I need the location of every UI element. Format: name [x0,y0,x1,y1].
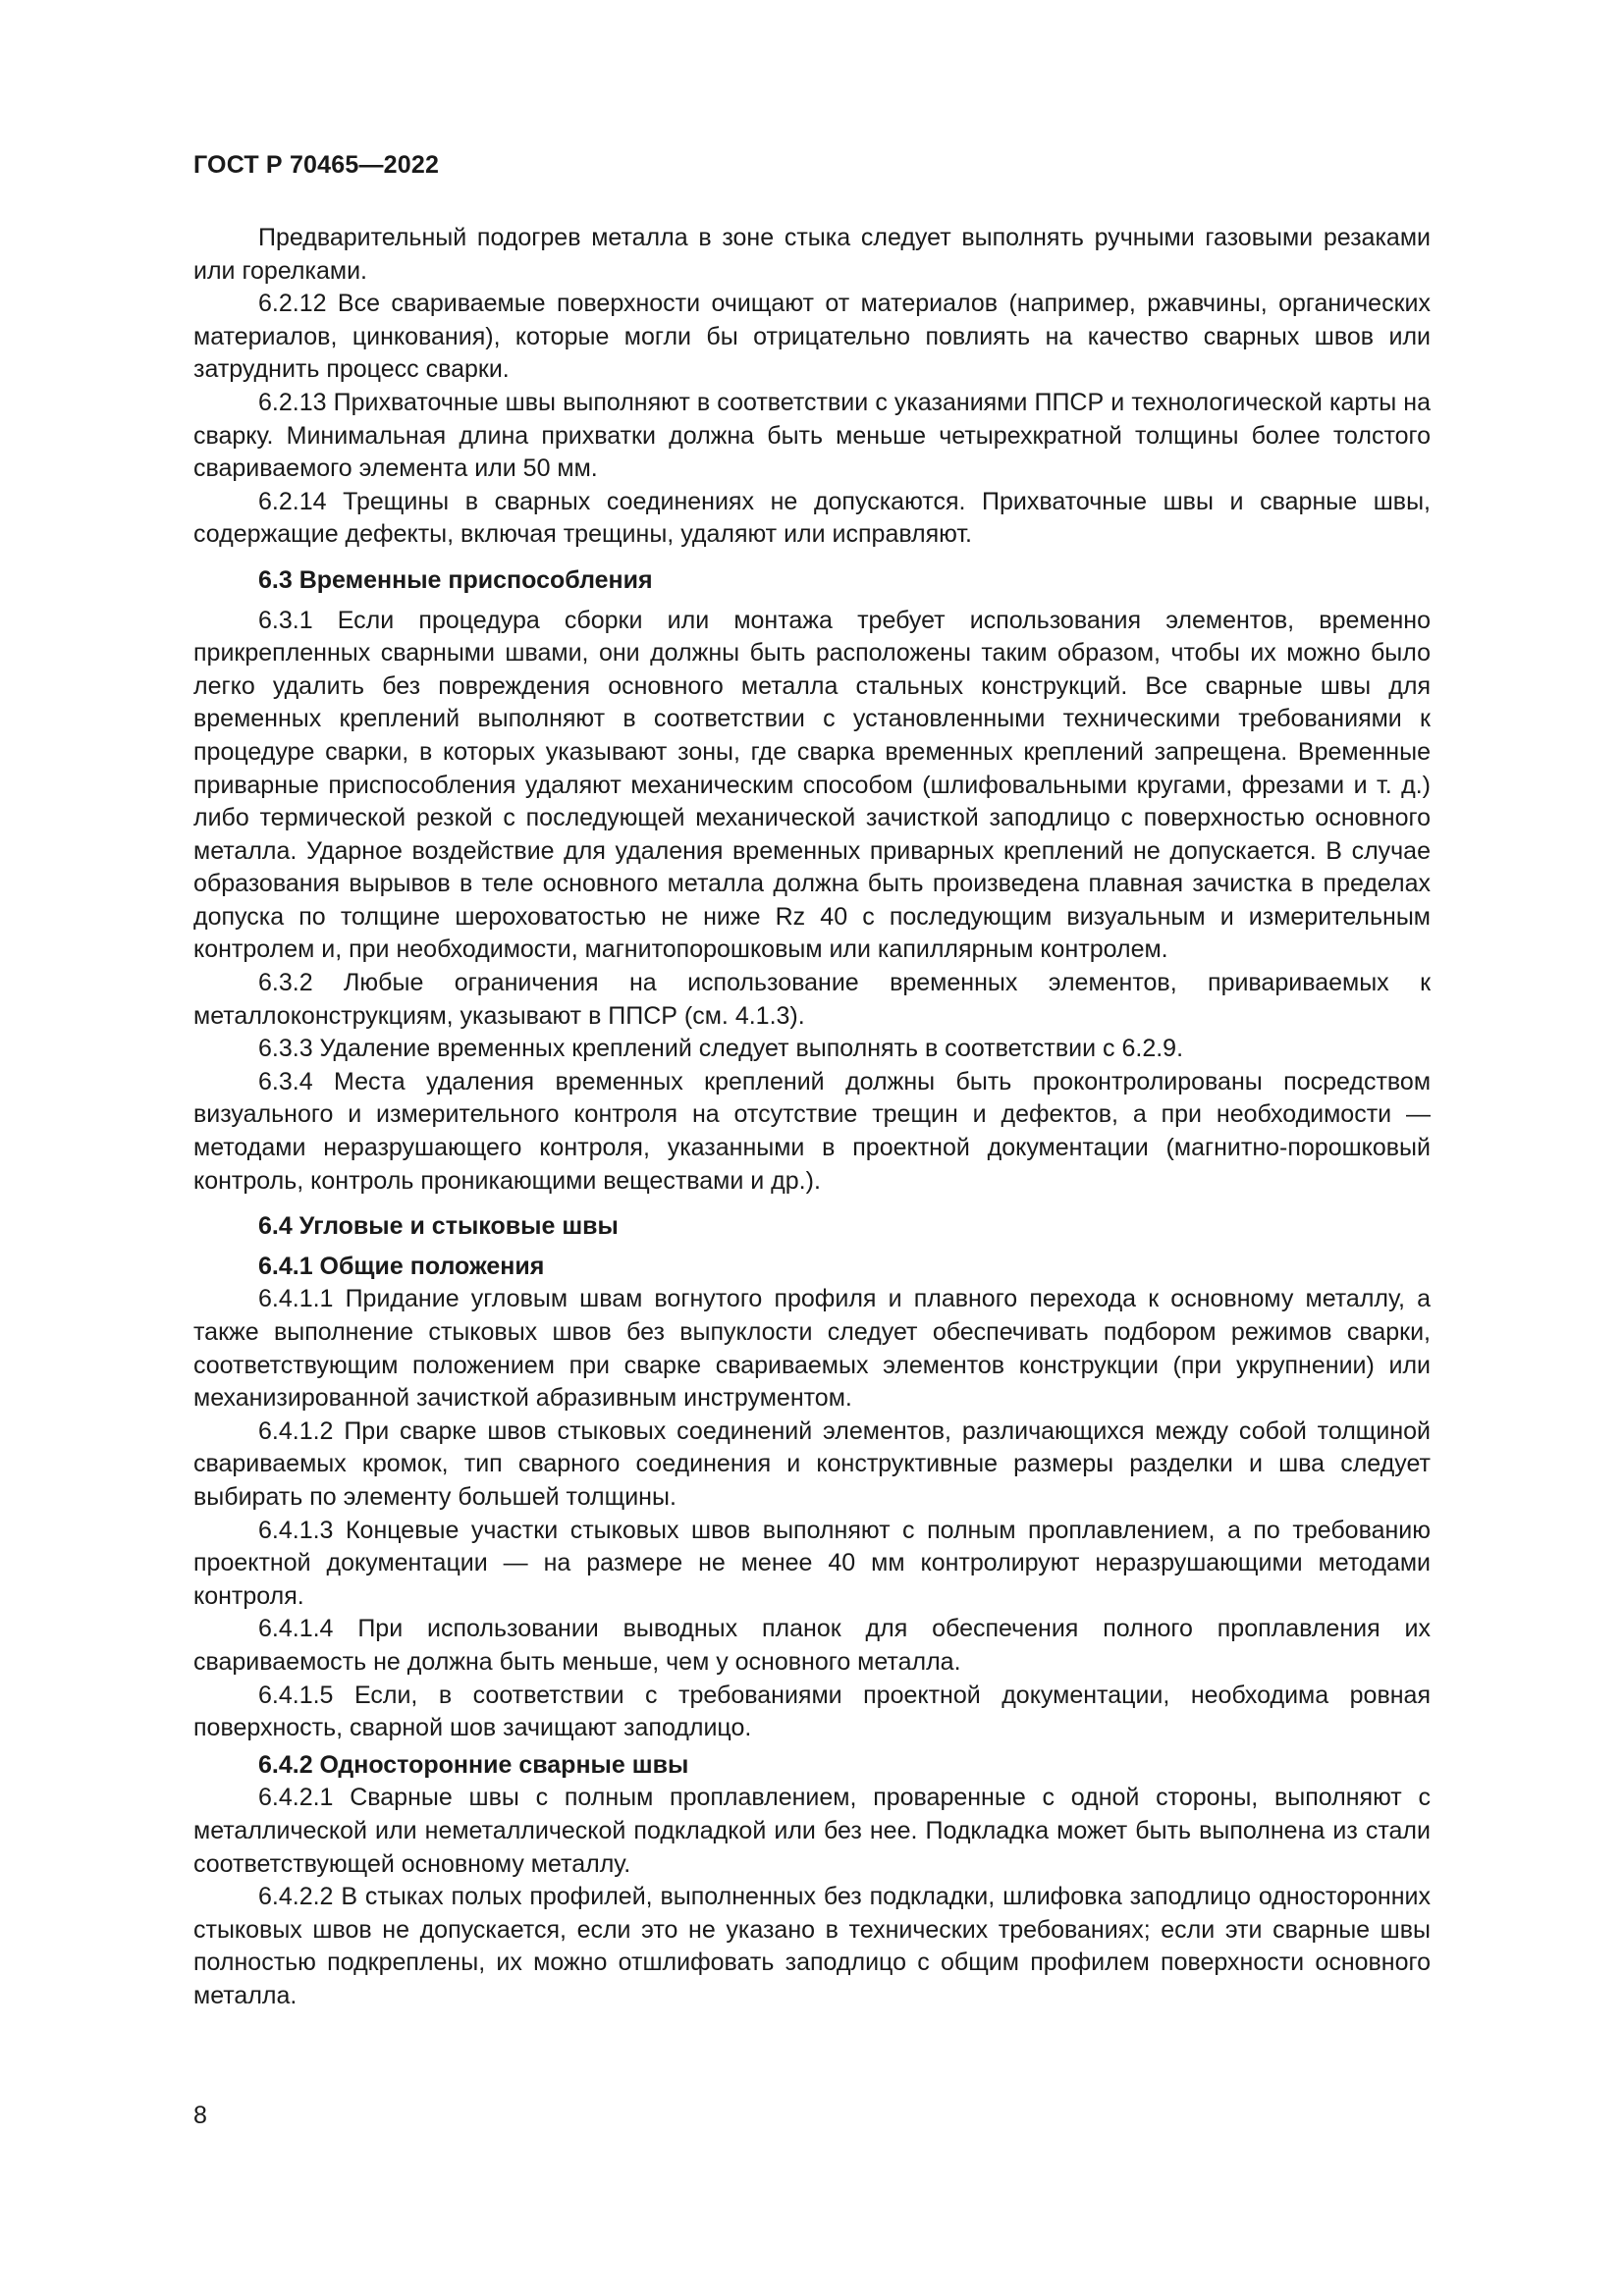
subsection-heading-6-4-1: 6.4.1 Общие положения [258,1252,545,1280]
paragraph-6-3-2: 6.3.2 Любые ограничения на использование временных элементов, привариваемых к металлоконструкциям, указывают в ППСР (см. 4.1.3). [193,969,1431,1030]
page-number: 8 [193,2102,207,2129]
paragraph-6-4-2-2: 6.4.2.2 В стыках полых профилей, выполненных без подкладки, шлифовка заподлицо односторонних стыковых швов не допускается, если это не указано в технических требованиях; если эти сварные швы полностью подкреплены, их можно отшлифовать заподлицо с общим профилем поверхности основного металла. [193,1883,1431,2009]
paragraph-6-3-3: 6.3.3 Удаление временных креплений следует выполнять в соответствии с 6.2.9. [258,1035,1184,1063]
document-code-header: ГОСТ Р 70465—2022 [193,151,440,179]
paragraph-6-4-1-5: 6.4.1.5 Если, в соответствии с требованиями проектной документации, необходима ровная поверхность, сварной шов зачищают заподлицо. [193,1681,1431,1742]
subsection-heading-6-4-2: 6.4.2 Односторонние сварные швы [258,1750,689,1779]
paragraph-6-2-13: 6.2.13 Прихваточные швы выполняют в соответствии с указаниями ППСР и технологической карты на сварку. Минимальная длина прихватки должна быть меньше четырехкратной толщины более толстого свариваемого элемента или 50 мм. [193,388,1431,483]
paragraph-6-2-14: 6.2.14 Трещины в сварных соединениях не допускаются. Прихваточные швы и сварные швы, содержащие дефекты, включая трещины, удаляют или исправляют. [193,487,1431,549]
paragraph-preheating: Предварительный подогрев металла в зоне стыка следует выполнять ручными газовыми резаками или горелками. [193,224,1431,285]
paragraph-6-4-2-1: 6.4.2.1 Сварные швы с полным проплавлением, проваренные с одной стороны, выполняют с металлической или неметаллической подкладкой или без нее. Подкладка может быть выполнена из стали соответствующей основному металлу. [193,1784,1431,1878]
paragraph-6-4-1-1: 6.4.1.1 Придание угловым швам вогнутого профиля и плавного перехода к основному металлу, а также выполнение стыковых швов без выпуклости следует обеспечивать подбором режимов сварки, соответствующим положением при сварке свариваемых элементов конструкции (при укрупнении) или механизированной зачисткой абразивным инструментом. [193,1285,1431,1413]
paragraph-6-3-1: 6.3.1 Если процедура сборки или монтажа требует использования элементов, временно прикрепленных сварными швами, они должны быть расположены таким образом, чтобы их можно было легко удалить без повреждения основного металла стальных конструкций. Все сварные швы для временных креплений выполняют в соответствии с установленными техническими требованиями к процедуре сварки, в которых указывают зоны, где сварка временных креплений запрещена. Временные приварные приспособления удаляют механическим способом (шлифовальными кругами, фрезами и т. д.) либо термической резкой с последующей механической зачисткой заподлицо с поверхностью основного металла. Ударное воздействие для удаления временных приварных креплений не допускается. В случае образования вырывов в теле основного металла должна быть произведена плавная зачистка в пределах допуска по толщине шероховатостью не ниже Rz 40 с последующим визуальным и измерительным контролем и, при необходимости, магнитопорошковым или капиллярным контролем. [193,606,1431,964]
section-heading-6-4: 6.4 Угловые и стыковые швы [258,1212,619,1241]
section-heading-6-3: 6.3 Временные приспособления [258,565,653,594]
paragraph-6-2-12: 6.2.12 Все свариваемые поверхности очищают от материалов (например, ржавчины, органических материалов, цинкования), которые могли бы отрицательно повлиять на качество сварных швов или затруднить процесс сварки. [193,290,1431,384]
paragraph-6-4-1-3: 6.4.1.3 Концевые участки стыковых швов выполняют с полным проплавлением, а по требованию проектной документации — на размере не менее 40 мм контролируют неразрушающими методами контроля. [193,1516,1431,1610]
paragraph-6-4-1-2: 6.4.1.2 При сварке швов стыковых соединений элементов, различающихся между собой толщиной свариваемых кромок, тип сварного соединения и конструктивные размеры разделки и шва следует выбирать по элементу большей толщины. [193,1416,1431,1511]
paragraph-6-3-4: 6.3.4 Места удаления временных креплений должны быть проконтролированы посредством визуального и измерительного контроля на отсутствие трещин и дефектов, а при необходимости — методами неразрушающего контроля, указанными в проектной документации (магнитно-порошковый контроль, контроль проникающими веществами и др.). [193,1067,1431,1195]
paragraph-6-4-1-4: 6.4.1.4 При использовании выводных планок для обеспечения полного проплавления их свариваемость не должна быть меньше, чем у основного металла. [193,1615,1431,1676]
document-body [193,222,1431,2012]
